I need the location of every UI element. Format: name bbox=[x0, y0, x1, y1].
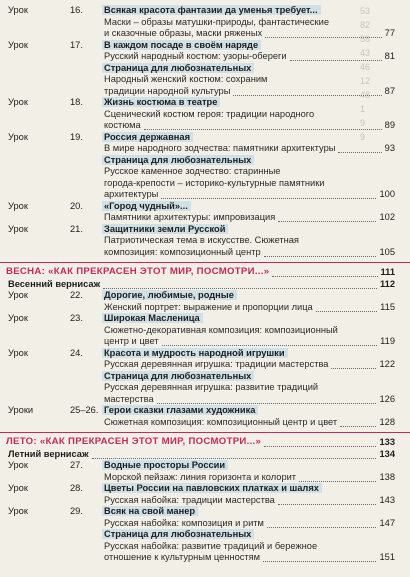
lesson-subtitle: архитектуры bbox=[104, 189, 159, 199]
bleed-through-number: 43 bbox=[360, 48, 371, 58]
lesson-title-text: Широкая Масленица bbox=[102, 313, 203, 323]
lesson-label: Урок bbox=[8, 460, 28, 470]
lesson-title-text: Страница для любознательных bbox=[102, 155, 254, 165]
lesson-title-text: Страница для любознательных bbox=[102, 529, 254, 539]
lesson-label: Урок bbox=[8, 347, 28, 358]
page-number: 126 bbox=[379, 393, 395, 404]
page-number: 87 bbox=[384, 85, 395, 96]
page-number: 112 bbox=[380, 278, 395, 289]
lesson-title bbox=[104, 459, 228, 471]
lesson-subtitle: Русская набойка: композиция и ритм bbox=[104, 517, 264, 528]
dot-leader bbox=[265, 37, 382, 38]
lesson-subtitle: Сценический костюм героя: традиции народного bbox=[104, 108, 315, 119]
lesson-title bbox=[104, 39, 261, 51]
bleed-through-number: 46 bbox=[360, 62, 371, 72]
bleed-through-number: 1 bbox=[360, 104, 366, 114]
lesson-number: 21. bbox=[70, 223, 83, 234]
lesson-title bbox=[104, 96, 220, 108]
lesson-label: Урок bbox=[8, 313, 28, 323]
lesson-number: 28. bbox=[70, 483, 83, 493]
lesson-title bbox=[104, 200, 191, 212]
lesson-subtitle: Патриотическая тема в искусстве. Сюжетная bbox=[104, 235, 299, 245]
lesson-number: 16. bbox=[70, 5, 83, 15]
dot-leader bbox=[263, 561, 376, 562]
lesson-subtitle: Народный женский костюм: сохраним bbox=[104, 74, 268, 84]
lesson-title bbox=[104, 62, 254, 74]
spring-divider bbox=[0, 262, 410, 263]
summer-heading: ЛЕТО: «КАК ПРЕКРАСЕН ЭТОТ МИР, ПОСМОТРИ...» bbox=[6, 436, 262, 447]
lesson-number: 29. bbox=[70, 506, 83, 516]
bleed-through-number: 12 bbox=[360, 76, 371, 86]
lesson-label: Урок bbox=[8, 200, 28, 211]
lesson-title bbox=[104, 154, 254, 166]
dot-leader bbox=[338, 152, 381, 153]
lesson-subtitle: Русская набойка: развитие традиций и бережное bbox=[104, 540, 318, 551]
dot-leader bbox=[161, 198, 376, 199]
page-number: 111 bbox=[380, 267, 395, 277]
lesson-subtitle: Сюжетно-декоративная композиция: композиционный bbox=[104, 324, 338, 335]
lesson-subtitle: и сказочные образы, маски ряженых bbox=[104, 28, 263, 38]
lesson-title-text: Защитники земли Русской bbox=[102, 224, 228, 234]
spring-vernissage: Весенний вернисаж bbox=[8, 278, 101, 289]
lesson-title-text: Жизнь костюма в театре bbox=[102, 97, 220, 107]
lesson-number: 17. bbox=[70, 39, 83, 50]
bleed-through-number: 48 bbox=[360, 90, 371, 100]
lesson-title bbox=[104, 505, 198, 517]
dot-leader bbox=[316, 311, 377, 312]
dot-leader bbox=[272, 276, 377, 277]
lesson-subtitle: Морской пейзаж: линия горизонта и колорит bbox=[104, 471, 297, 482]
lesson-number: 19. bbox=[70, 131, 83, 142]
bleed-through-number: 82 bbox=[360, 20, 371, 30]
lesson-label: Урок bbox=[8, 5, 28, 15]
lesson-title-text: Россия державная bbox=[102, 132, 193, 142]
lesson-title-text: Герои сказки глазами художника bbox=[102, 405, 258, 415]
dot-leader bbox=[233, 95, 381, 96]
lesson-subtitle: В мире народного зодчества: памятники архитектуры bbox=[104, 143, 336, 153]
lesson-title bbox=[104, 223, 228, 235]
dot-leader bbox=[264, 256, 377, 257]
bleed-through-number: 9 bbox=[360, 132, 366, 142]
bleed-through-number: 9 bbox=[360, 118, 366, 128]
lesson-subtitle: Памятники архитектуры: импровизация bbox=[104, 212, 276, 222]
lesson-subtitle: города-крепости – историко-культурные памятники bbox=[104, 177, 325, 188]
lesson-number: 20. bbox=[70, 200, 83, 211]
lesson-subtitle: Сюжетная композиция: композиционный центр и цвет bbox=[104, 416, 338, 427]
bleed-through-number: 53 bbox=[360, 6, 371, 16]
lesson-label: Урок bbox=[8, 97, 28, 107]
lesson-label: Уроки bbox=[8, 405, 34, 415]
lesson-title-text: Всякая красота фантазии да уменья требует... bbox=[102, 5, 321, 15]
lesson-title bbox=[104, 312, 203, 324]
lesson-title-text: «Город чудный»... bbox=[102, 201, 191, 211]
lesson-title-text: Страница для любознательных bbox=[102, 371, 254, 381]
lesson-title-text: Всяк на свой манер bbox=[102, 506, 198, 516]
lesson-subtitle: традиции народной культуры bbox=[104, 85, 231, 96]
dot-leader bbox=[267, 527, 377, 528]
lesson-title bbox=[104, 370, 254, 382]
lesson-title-text: Красота и мудрость народной игрушки bbox=[102, 348, 288, 358]
dot-leader bbox=[290, 60, 382, 61]
summer-divider bbox=[0, 432, 410, 433]
spring-heading: ВЕСНА: «КАК ПРЕКРАСЕН ЭТОТ МИР, ПОСМОТРИ...» bbox=[6, 266, 270, 277]
lesson-number: 24. bbox=[70, 347, 83, 358]
lesson-title bbox=[104, 347, 288, 359]
page-number: 93 bbox=[384, 143, 395, 153]
page-number: 100 bbox=[379, 189, 395, 199]
dot-leader bbox=[278, 221, 376, 222]
lesson-subtitle: Маски – образы матушки-природы, фантастические bbox=[104, 16, 329, 27]
lesson-subtitle: Женский портрет: выражение и пропорции лица bbox=[104, 301, 313, 312]
page-number: 77 bbox=[384, 28, 395, 38]
page-number: 81 bbox=[384, 51, 395, 61]
lesson-label: Урок bbox=[8, 39, 28, 50]
page-number: 105 bbox=[379, 246, 395, 257]
lesson-title bbox=[104, 131, 193, 143]
lesson-title bbox=[104, 289, 237, 301]
page-number: 147 bbox=[379, 517, 395, 528]
lesson-number: 22. bbox=[70, 290, 83, 300]
lesson-label: Урок bbox=[8, 483, 28, 493]
lesson-title-text: Дорогие, любимые, родные bbox=[102, 290, 237, 300]
lesson-label: Урок bbox=[8, 131, 28, 142]
lesson-subtitle: Русская набойка: традиции мастерства bbox=[104, 494, 275, 505]
lesson-title bbox=[104, 4, 321, 16]
lesson-title bbox=[104, 482, 322, 494]
bleed-through-number: 58 bbox=[360, 34, 371, 44]
lesson-number: 23. bbox=[70, 313, 83, 323]
dot-leader bbox=[331, 368, 376, 369]
lesson-number: 18. bbox=[70, 97, 83, 107]
lesson-title bbox=[104, 528, 254, 540]
page-number: 138 bbox=[379, 471, 395, 482]
lesson-subtitle: отношение к культурным ценностям bbox=[104, 552, 261, 562]
lesson-subtitle: костюма bbox=[104, 120, 141, 130]
lesson-subtitle: мастерства bbox=[104, 393, 154, 404]
lesson-title-text: Цветы России на павловских платках и шалях bbox=[102, 483, 322, 493]
lesson-title bbox=[104, 404, 258, 416]
dot-leader bbox=[340, 426, 376, 427]
page-number: 122 bbox=[379, 359, 395, 369]
page-number: 102 bbox=[379, 212, 395, 222]
lesson-label: Урок bbox=[8, 290, 28, 300]
page-number: 151 bbox=[379, 552, 395, 562]
dot-leader bbox=[278, 504, 377, 505]
page-number: 115 bbox=[380, 301, 395, 312]
lesson-label: Урок bbox=[8, 223, 28, 234]
lesson-number: 25–26. bbox=[70, 405, 99, 415]
lesson-subtitle: центр и цвет bbox=[104, 336, 159, 346]
page-number: 119 bbox=[380, 336, 395, 346]
page-number: 134 bbox=[379, 448, 395, 459]
page-number: 133 bbox=[379, 437, 395, 447]
lesson-number: 27. bbox=[70, 460, 83, 470]
dot-leader bbox=[264, 446, 376, 447]
lesson-subtitle: композиция: композиционный центр bbox=[104, 246, 261, 257]
lesson-title-text: Страница для любознательных bbox=[102, 63, 254, 73]
page-number: 89 bbox=[384, 120, 395, 130]
lesson-subtitle: Русская деревянная игрушка: традиции мастерства bbox=[104, 359, 329, 369]
lesson-subtitle: Русский народный костюм: узоры-обереги bbox=[104, 51, 287, 61]
lesson-subtitle: Русское каменное зодчество: старинные bbox=[104, 166, 281, 176]
lesson-title-text: В каждом посаде в своём наряде bbox=[102, 40, 261, 50]
page-number: 143 bbox=[379, 494, 395, 505]
lesson-subtitle: Русская деревянная игрушка: развитие традиций bbox=[104, 382, 319, 392]
summer-vernissage: Летний вернисаж bbox=[8, 448, 89, 459]
lesson-label: Урок bbox=[8, 506, 28, 516]
page-number: 128 bbox=[379, 416, 395, 427]
lesson-title-text: Водные просторы России bbox=[102, 460, 228, 470]
